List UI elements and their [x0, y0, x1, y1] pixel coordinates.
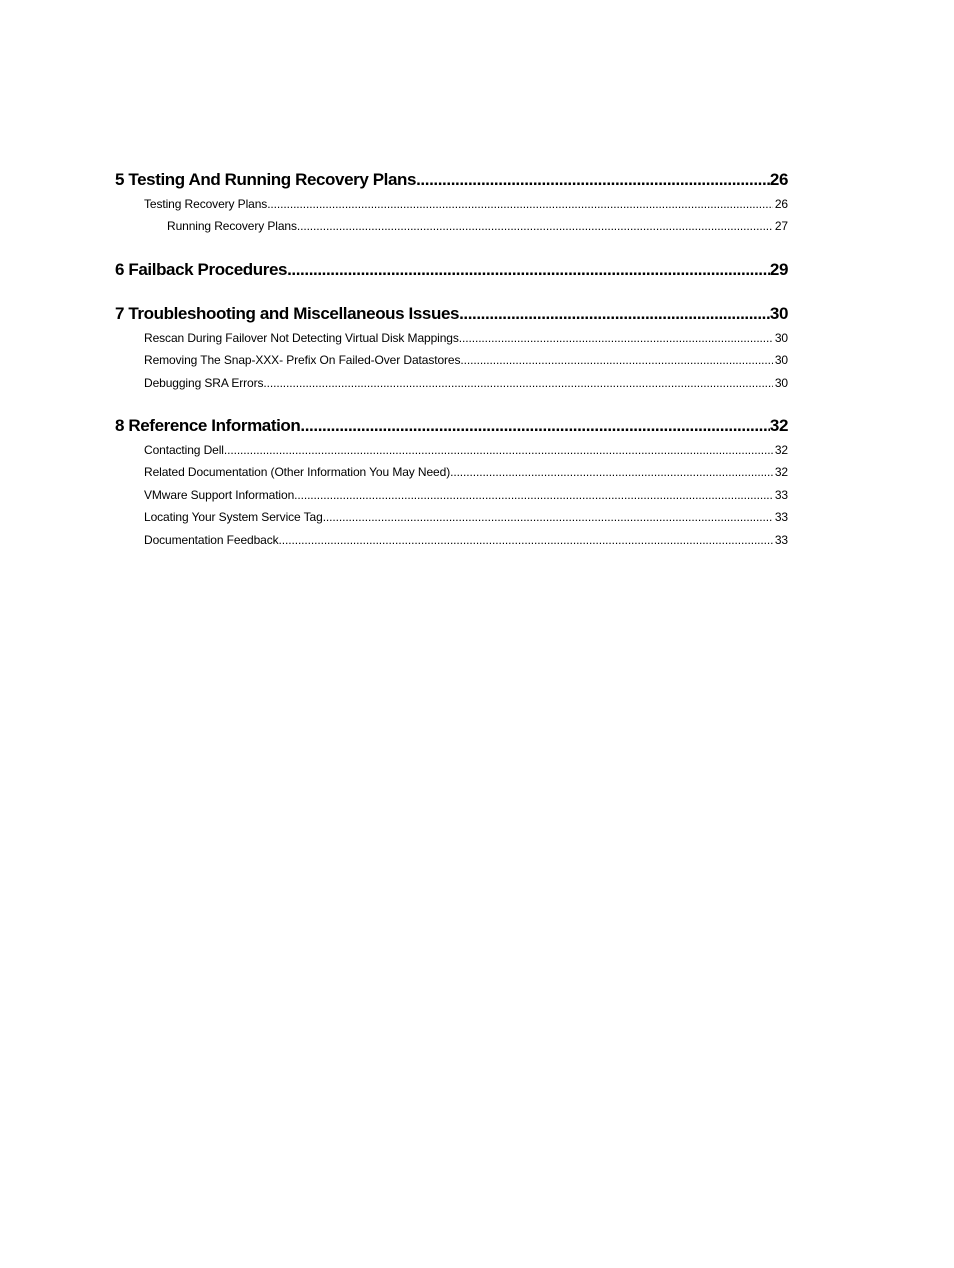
- toc-section-title: Locating Your System Service Tag: [144, 510, 323, 525]
- dot-leader: [450, 461, 773, 483]
- toc-page-number: 30: [774, 330, 788, 345]
- toc-page-number: 33: [774, 510, 788, 525]
- toc-chapter-title: 7 Troubleshooting and Miscellaneous Issues: [115, 303, 460, 323]
- dot-leader: [267, 193, 773, 215]
- dot-leader: [416, 168, 770, 192]
- toc-page-number: 32: [774, 442, 788, 457]
- toc-section-related-documentation[interactable]: [115, 461, 788, 483]
- spacer: [115, 282, 788, 302]
- toc-page-number: 32: [769, 415, 788, 435]
- toc-section-title: Related Documentation (Other Information You May Need): [144, 465, 451, 480]
- toc-subsection-title: Running Recovery Plans: [167, 219, 297, 234]
- toc-section-service-tag[interactable]: [115, 506, 788, 528]
- toc-chapter-6[interactable]: [115, 258, 788, 282]
- toc-page-number: 33: [774, 487, 788, 502]
- toc-subsection-running-recovery-plans[interactable]: [115, 215, 788, 237]
- toc-section-rescan-during-failover[interactable]: [115, 327, 788, 349]
- toc-section-documentation-feedback[interactable]: [115, 529, 788, 551]
- toc-page-number: 27: [774, 219, 788, 234]
- dot-leader: [263, 372, 772, 394]
- spacer: [115, 238, 788, 258]
- toc-section-title: Contacting Dell: [144, 442, 224, 457]
- toc-chapter-5[interactable]: [115, 168, 788, 192]
- toc-section-title: Removing The Snap-XXX- Prefix On Failed-Over Datastores: [144, 353, 461, 368]
- table-of-contents: [115, 168, 788, 551]
- toc-chapter-8[interactable]: [115, 414, 788, 438]
- dot-leader: [323, 506, 773, 528]
- toc-section-vmware-support[interactable]: [115, 484, 788, 506]
- toc-page-number: 26: [769, 170, 788, 189]
- toc-chapter-7[interactable]: [115, 302, 788, 326]
- dot-leader: [294, 484, 773, 506]
- toc-section-title: Debugging SRA Errors: [144, 375, 264, 390]
- toc-section-title: Documentation Feedback: [144, 532, 279, 547]
- toc-chapter-title: 8 Reference Information: [115, 415, 301, 435]
- dot-leader: [459, 327, 773, 349]
- toc-section-debugging-sra-errors[interactable]: [115, 372, 788, 394]
- dot-leader: [279, 529, 773, 551]
- dot-leader: [300, 414, 769, 438]
- toc-page-number: 26: [774, 197, 788, 211]
- toc-section-testing-recovery-plans[interactable]: [115, 193, 788, 215]
- toc-page-number: 30: [774, 375, 788, 390]
- dot-leader: [287, 258, 770, 282]
- toc-section-contacting-dell[interactable]: [115, 439, 788, 461]
- dot-leader: [297, 215, 772, 237]
- dot-leader: [224, 439, 773, 461]
- toc-chapter-title: 6 Failback Procedures: [115, 259, 288, 279]
- toc-page-number: 29: [769, 259, 788, 279]
- toc-chapter-title: 5 Testing And Running Recovery Plans: [115, 170, 417, 189]
- dot-leader: [459, 302, 770, 326]
- toc-page-number: 33: [774, 532, 788, 547]
- toc-page-number: 30: [774, 353, 788, 368]
- toc-section-title: Rescan During Failover Not Detecting Virtual Disk Mappings: [144, 330, 459, 345]
- toc-section-removing-snap-prefix[interactable]: [115, 349, 788, 371]
- toc-section-title: VMware Support Information: [144, 487, 295, 502]
- spacer: [115, 394, 788, 414]
- toc-section-title: Testing Recovery Plans: [144, 197, 268, 211]
- toc-page-number: 30: [769, 303, 788, 323]
- toc-page-number: 32: [774, 465, 788, 480]
- dot-leader: [460, 349, 772, 371]
